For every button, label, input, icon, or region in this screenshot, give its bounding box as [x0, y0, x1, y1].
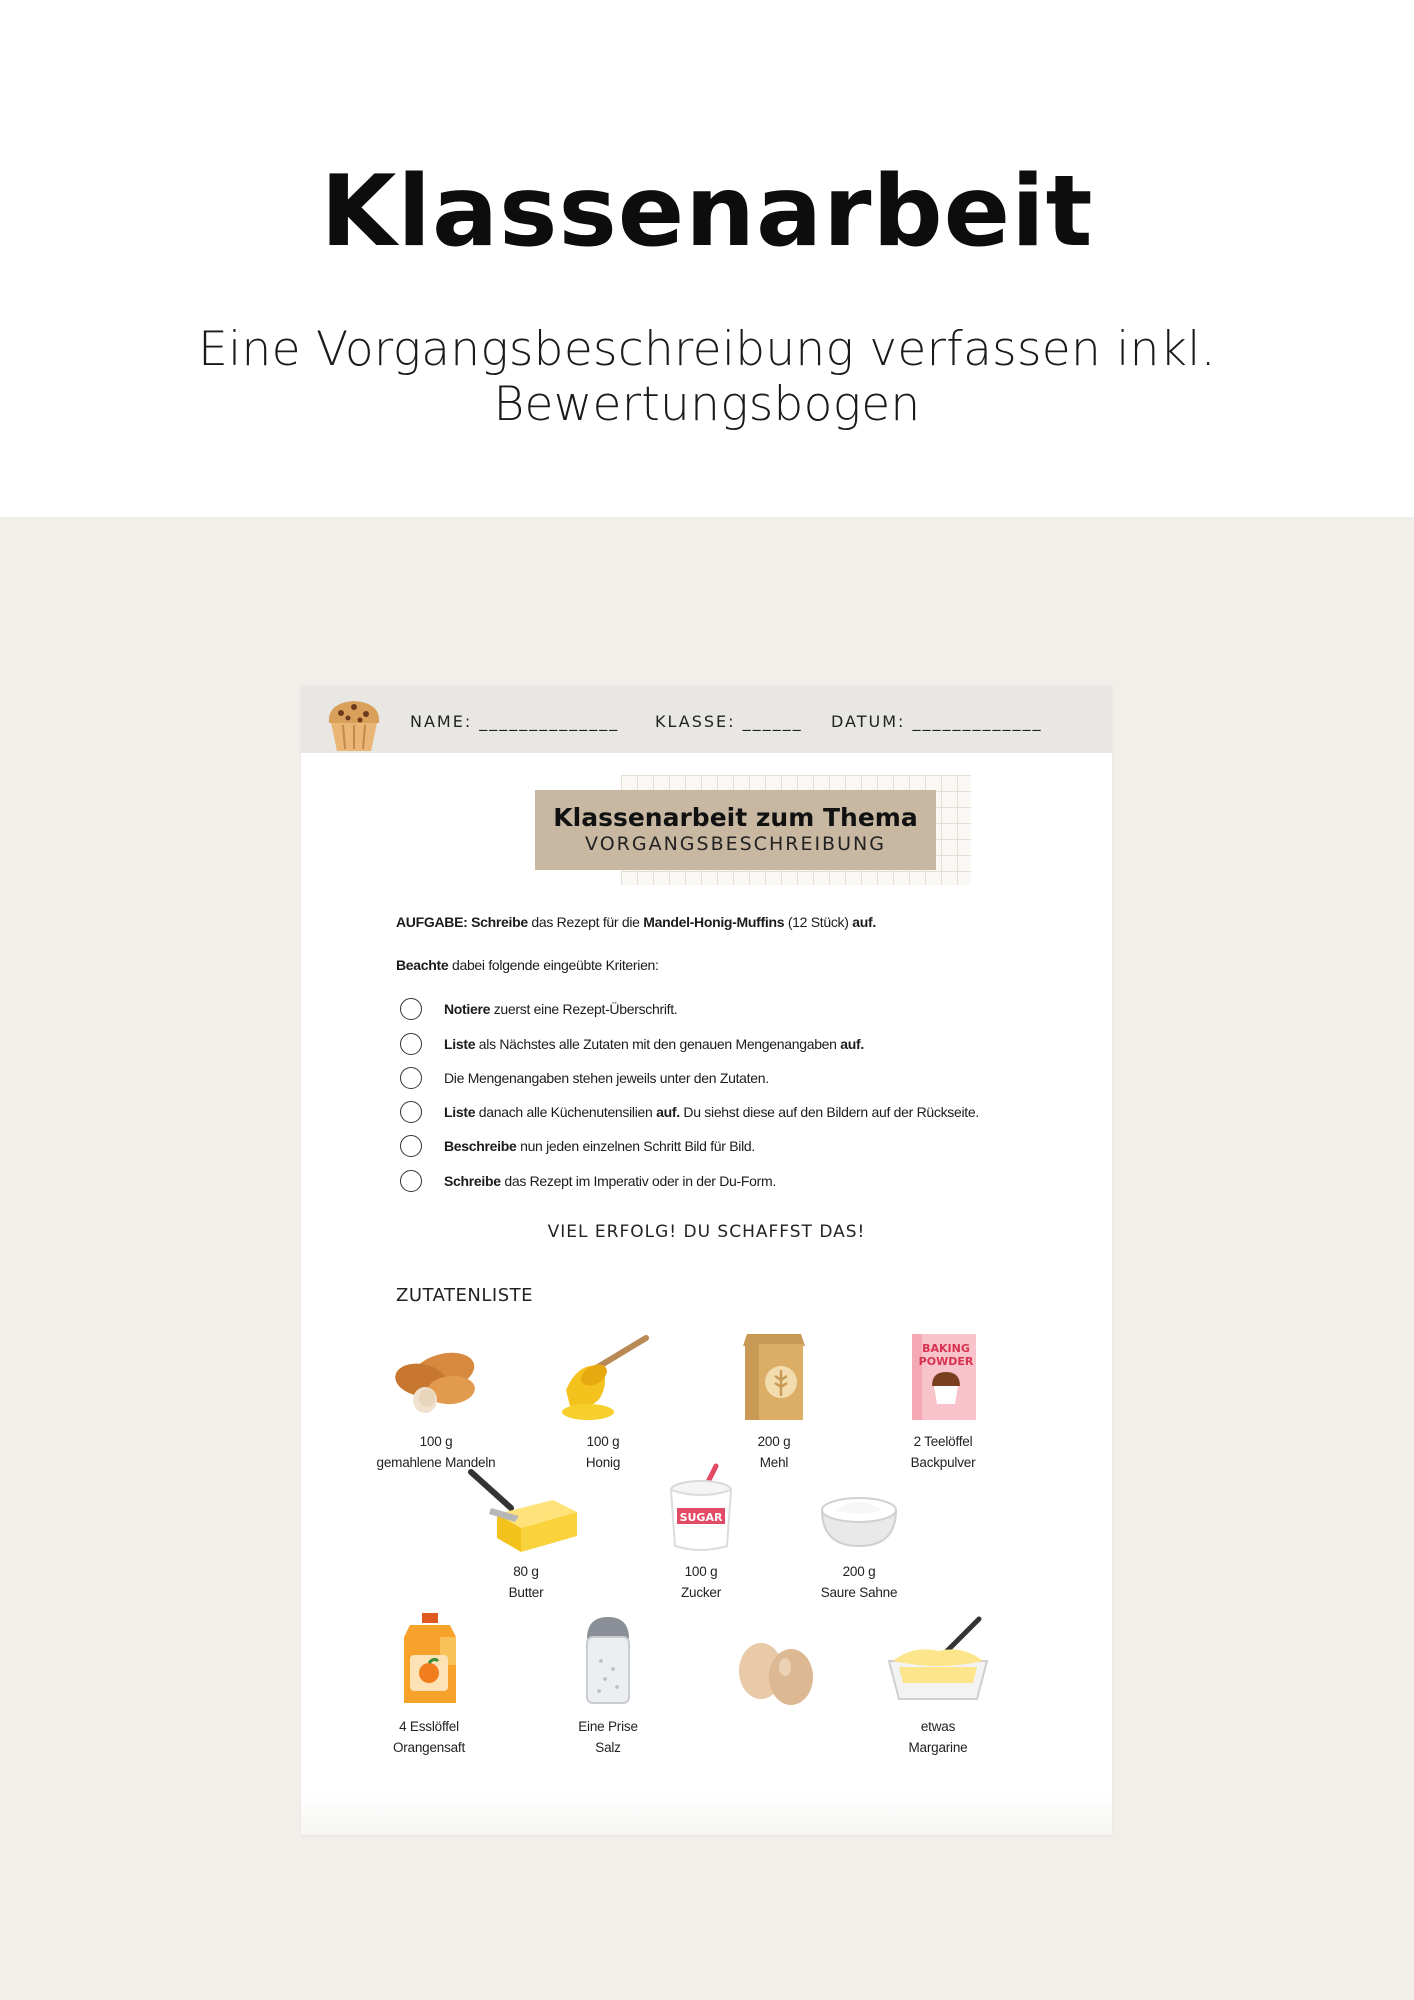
cover-title: Klassenarbeit — [320, 155, 1094, 269]
worksheet-title-box — [535, 790, 936, 870]
klasse-field: KLASSE: ______ — [655, 712, 803, 731]
page-fade — [301, 1795, 1112, 1835]
sugar-icon — [646, 1460, 756, 1560]
worksheet-title: Klassenarbeit zum Thema — [553, 803, 918, 832]
ingredients-heading: ZUTATENLISTE — [396, 1285, 533, 1306]
checkbox-circle — [400, 1101, 422, 1123]
checkbox-circle — [400, 998, 422, 1020]
ingredient-butter: 80 g Butter — [446, 1460, 606, 1604]
criterion-item: Notiere zuerst eine Rezept-Überschrift. — [444, 1001, 678, 1017]
cover-subtitle: Eine Vorgangsbeschreibung verfassen inkl. Bewertungsbogen — [198, 322, 1216, 432]
name-field: NAME: ______________ — [410, 712, 620, 731]
baking-powder-icon — [888, 1320, 998, 1430]
cover-header — [0, 0, 1414, 517]
criteria-intro: Beachte dabei folgende eingeübte Kriterien: — [396, 957, 659, 973]
checkbox-circle — [400, 1033, 422, 1055]
orange-juice-icon — [374, 1605, 484, 1715]
task-line: AUFGABE: Schreibe das Rezept für die Mandel-Honig-Muffins (12 Stück) auf. — [396, 914, 876, 930]
ingredient-margarine: etwas Margarine — [858, 1605, 1018, 1759]
datum-field: DATUM: _____________ — [831, 712, 1043, 731]
butter-icon — [461, 1460, 591, 1560]
svg-text:SUGAR: SUGAR — [679, 1511, 723, 1524]
criterion-item: Liste als Nächstes alle Zutaten mit den genauen Mengenangaben auf. — [444, 1036, 864, 1052]
ingredient-salt: Eine Prise Salz — [528, 1605, 688, 1759]
ingredient-orange-juice: 4 Esslöffel Orangensaft — [349, 1605, 509, 1759]
ingredient-flour: 200 g Mehl — [694, 1320, 854, 1474]
checkbox-circle — [400, 1170, 422, 1192]
ingredient-eggs — [696, 1605, 856, 1715]
flour-bag-icon — [719, 1320, 829, 1430]
ingredient-honey: 100 g Honig — [523, 1320, 683, 1474]
muffin-icon — [321, 693, 387, 755]
criterion-item: Die Mengenangaben stehen jeweils unter den Zutaten. — [444, 1070, 769, 1086]
encouragement-text: VIEL ERFOLG! DU SCHAFFST DAS! — [547, 1222, 866, 1242]
ingredient-sour-cream: 200 g Saure Sahne — [779, 1460, 939, 1604]
ingredient-sugar: SUGAR 100 g Zucker — [621, 1460, 781, 1604]
sour-cream-icon — [804, 1460, 914, 1560]
almonds-icon — [381, 1320, 491, 1430]
criterion-item: Beschreibe nun jeden einzelnen Schritt Bild für Bild. — [444, 1138, 755, 1154]
honey-dipper-icon — [548, 1320, 658, 1430]
svg-text:POWDER: POWDER — [918, 1355, 974, 1368]
worksheet-header-bar — [301, 685, 1112, 753]
criterion-item: Schreibe das Rezept im Imperativ oder in der Du-Form. — [444, 1173, 776, 1189]
ingredient-baking-powder: BAKING POWDER 2 Teelöffel Backpulver — [863, 1320, 1023, 1474]
svg-text:BAKING: BAKING — [922, 1342, 970, 1355]
checkbox-circle — [400, 1135, 422, 1157]
worksheet-topic: VORGANGSBESCHREIBUNG — [585, 833, 886, 855]
criterion-item: Liste danach alle Küchenutensilien auf. Du siehst diese auf den Bildern auf der Rückseite. — [444, 1104, 979, 1120]
ingredient-almonds: 100 g gemahlene Mandeln — [356, 1320, 516, 1474]
salt-shaker-icon — [553, 1605, 663, 1715]
checkbox-circle — [400, 1067, 422, 1089]
worksheet-preview — [301, 685, 1112, 1835]
eggs-icon — [721, 1605, 831, 1715]
margarine-icon — [873, 1605, 1003, 1715]
